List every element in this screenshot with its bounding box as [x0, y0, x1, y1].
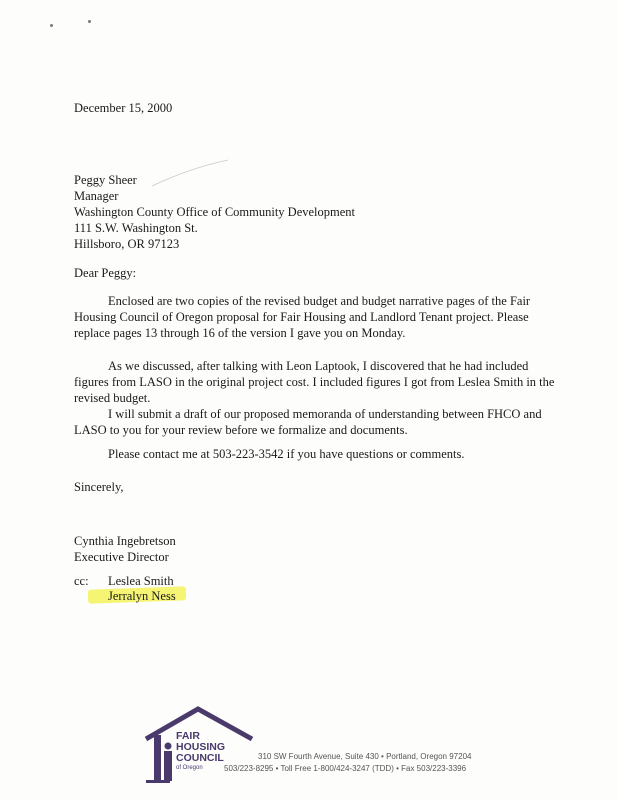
logo-line: HOUSING [176, 741, 226, 753]
body-paragraph-3: I will submit a draft of our proposed memoranda of understanding between FHCO and LASO to you for your review before we formalize and documents. [74, 407, 542, 437]
recipient-street: 111 S.W. Washington St. [74, 221, 198, 235]
recipient-title: Manager [74, 189, 119, 203]
recipient-name: Peggy Sheer [74, 173, 137, 187]
footer-phone: 503/223-8295 • Toll Free 1-800/424-3247 (TDD) • Fax 503/223-3396 [224, 764, 467, 773]
cc-name: Leslea Smith [108, 574, 174, 588]
recipient-city: Hillsboro, OR 97123 [74, 237, 180, 251]
cc-name-highlighted: Jerralyn Ness [108, 589, 176, 603]
scan-speck [50, 24, 53, 27]
cc-label: cc: [74, 574, 89, 588]
body-paragraph-4: Please contact me at 503-223-3542 if you have questions or comments. [108, 447, 465, 461]
scan-speck [88, 20, 91, 23]
pencil-mark [150, 158, 230, 188]
signer-name: Cynthia Ingebretson [74, 534, 176, 548]
fair-housing-logo [140, 705, 260, 785]
signer-title: Executive Director [74, 550, 169, 564]
logo-subtitle: of Oregon [176, 765, 203, 771]
recipient-organization: Washington County Office of Community Development [74, 205, 356, 219]
body-paragraph-2: As we discussed, after talking with Leon Laptook, I discovered that he had included figures from LASO in the original project cost. I included figures I got from Leslea Smith in the revised budget. [74, 359, 555, 405]
footer-address: 310 SW Fourth Avenue, Suite 430 • Portland, Oregon 97204 [258, 752, 472, 761]
letter-date: December 15, 2000 [74, 101, 173, 115]
logo-line: FAIR [176, 730, 200, 742]
closing: Sincerely, [74, 480, 124, 494]
body-paragraph-1: Enclosed are two copies of the revised budget and budget narrative pages of the Fair Housing Council of Oregon proposal for Fair Housing and Landlord Tenant project. Please replace pages 13 through 16 of the version I gave you on Monday. [74, 294, 531, 340]
salutation: Dear Peggy: [74, 266, 137, 280]
logo-line: COUNCIL [176, 752, 224, 764]
